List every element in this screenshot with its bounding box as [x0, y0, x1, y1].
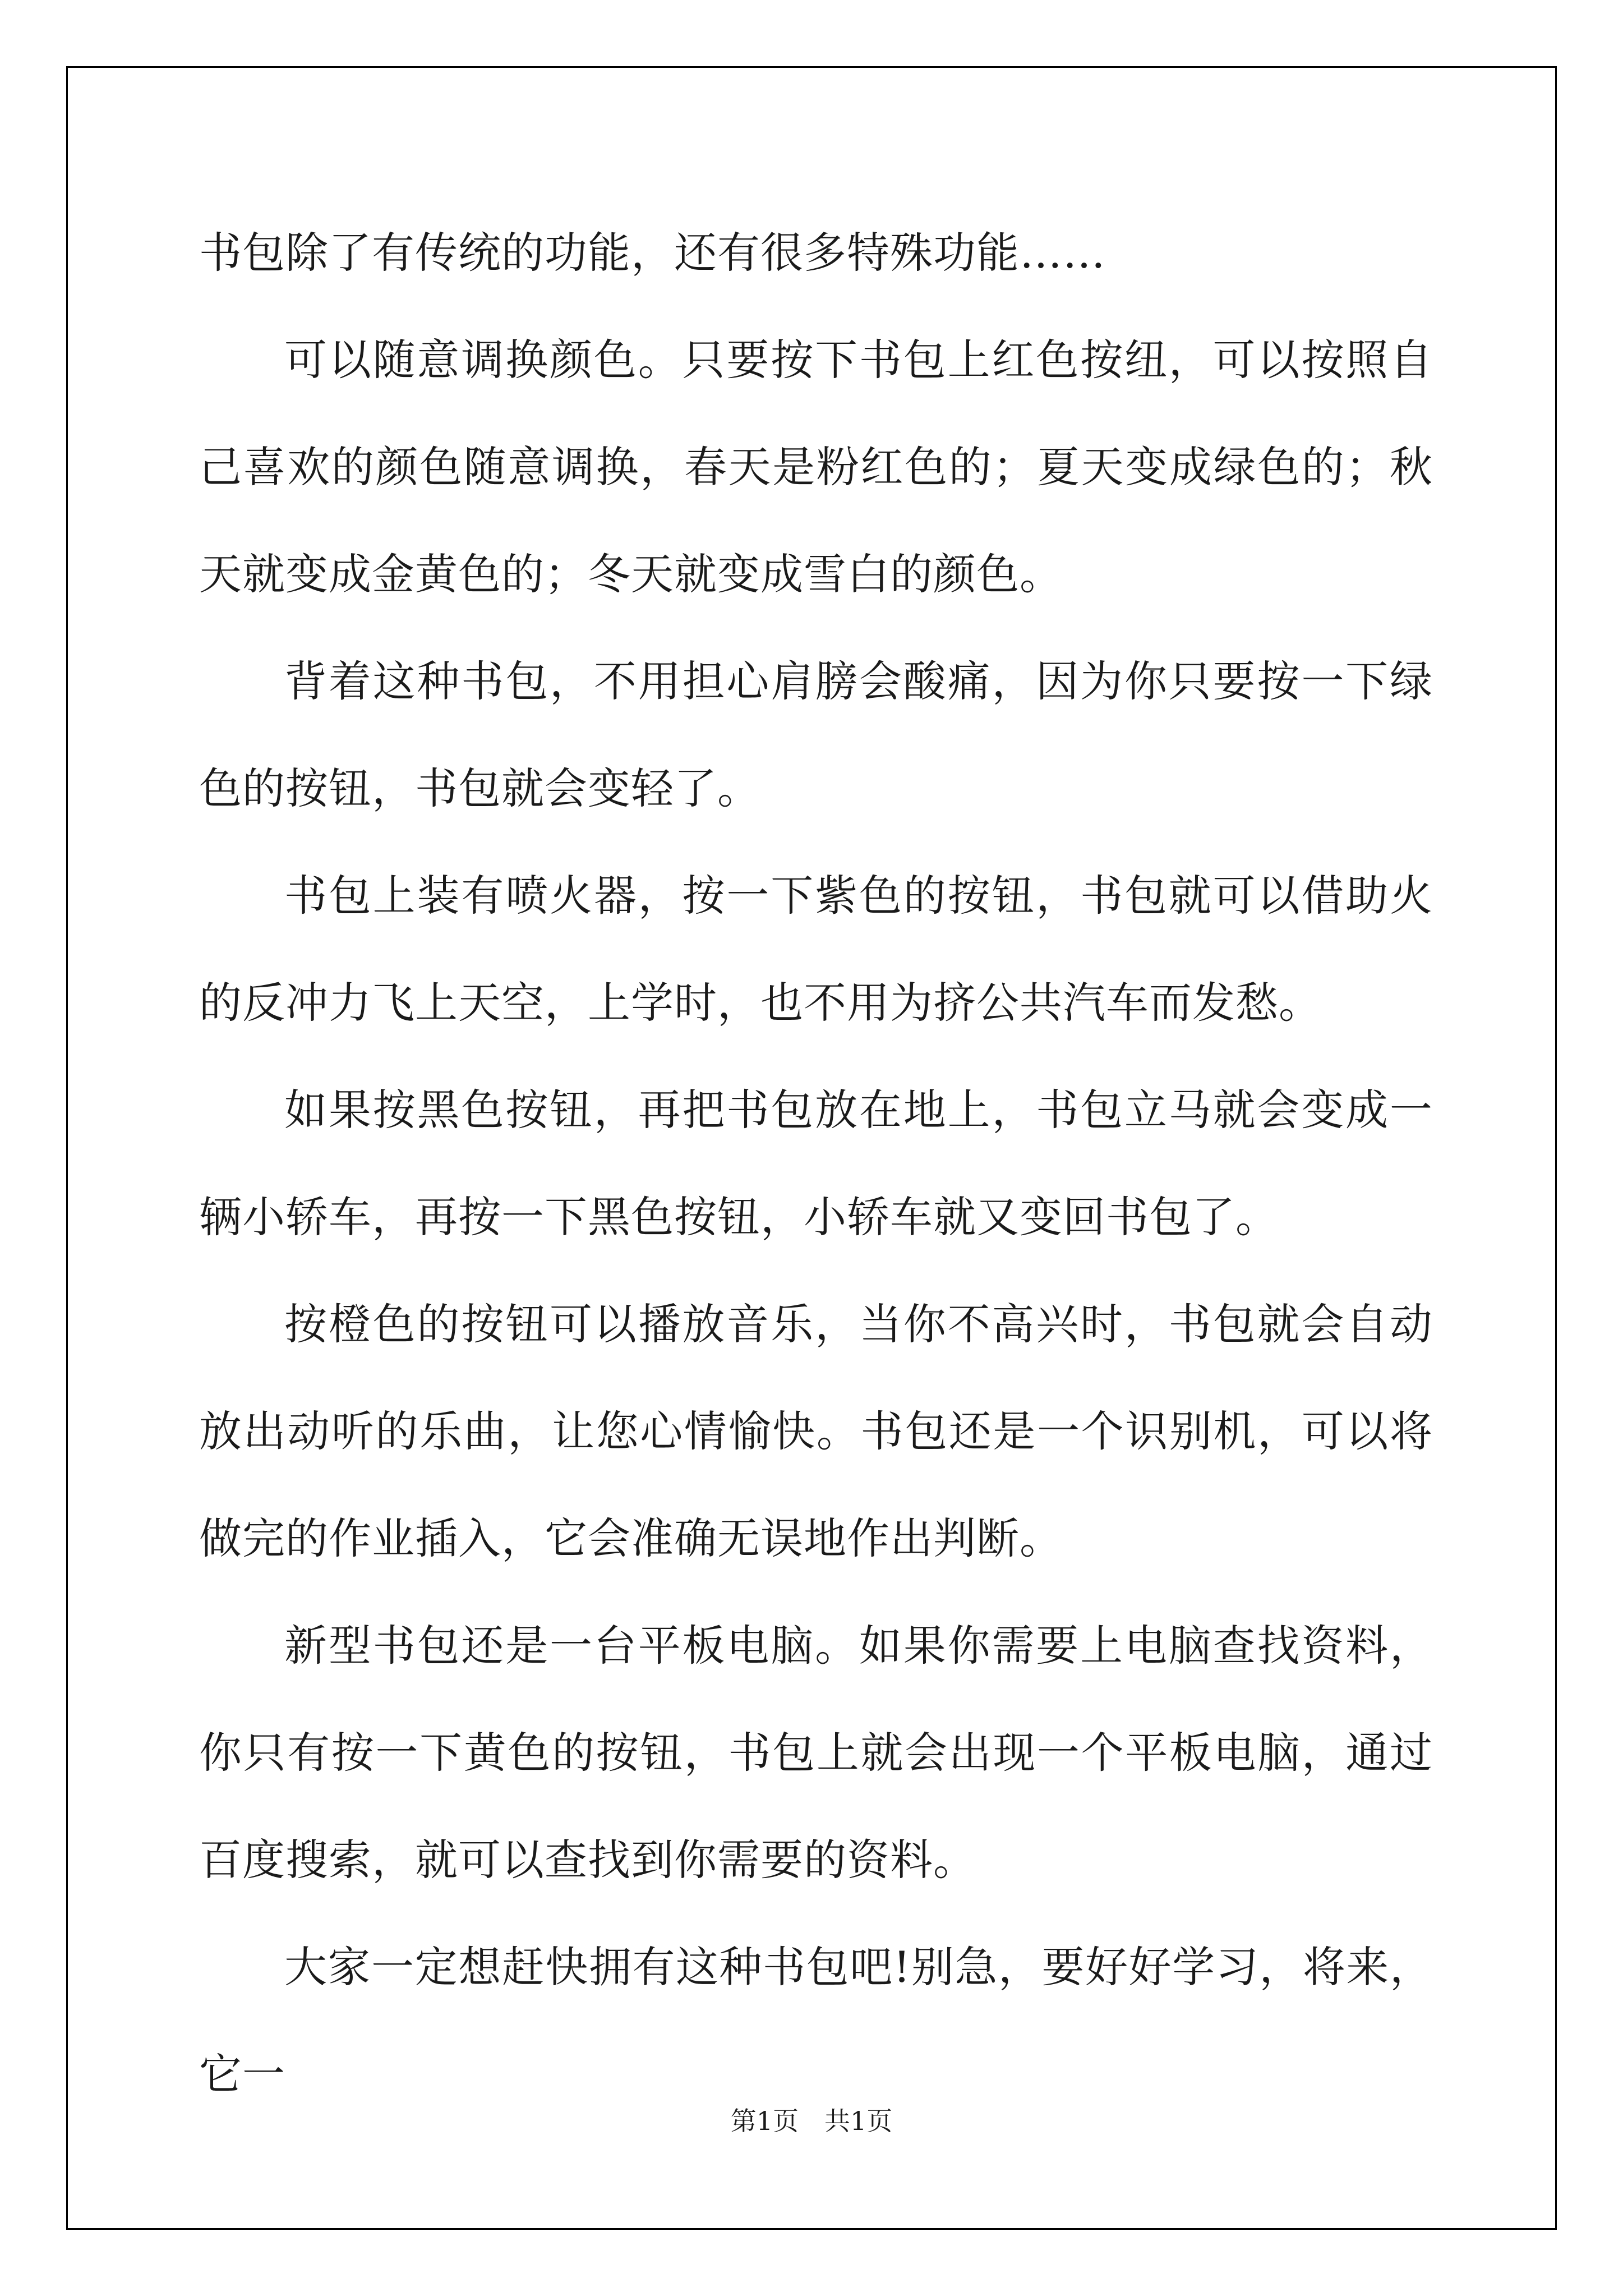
paragraph-8: 大家一定想赶快拥有这种书包吧!别急，要好好学习，将来，它一: [199, 1942, 1433, 2099]
paragraph-5: 如果按黑色按钮，再把书包放在地上，书包立马就会变成一辆小轿车，再按一下黑色按钮，小轿车就又变回书包了。: [199, 1085, 1433, 1242]
paragraph-2: 可以随意调换颜色。只要按下书包上红色按纽，可以按照自己喜欢的颜色随意调换，春天是粉红色的；夏天变成绿色的；秋天就变成金黄色的；冬天就变成雪白的颜色。: [199, 335, 1433, 599]
total-pages-label: 共1页: [824, 2106, 893, 2136]
paragraph-4: 书包上装有喷火器，按一下紫色的按钮，书包就可以借助火的反冲力飞上天空，上学时，也不用为挤公共汽车而发愁。: [199, 871, 1433, 1028]
document-body: [199, 199, 1433, 2128]
paragraph-1: 书包除了有传统的功能，还有很多特殊功能……: [199, 228, 1106, 278]
paragraph-3: 背着这种书包，不用担心肩膀会酸痛，因为你只要按一下绿色的按钮，书包就会变轻了。: [199, 656, 1433, 813]
paragraph-7: 新型书包还是一台平板电脑。如果你需要上电脑查找资料，你只有按一下黄色的按钮，书包上就会出现一个平板电脑，通过百度搜索，就可以查找到你需要的资料。: [199, 1621, 1433, 1885]
page-number-label: 第1页: [730, 2106, 799, 2136]
page-footer: [0, 2101, 1623, 2138]
paragraph-6: 按橙色的按钮可以播放音乐，当你不高兴时，书包就会自动放出动听的乐曲，让您心情愉快。书包还是一个识别机，可以将做完的作业插入，它会准确无误地作出判断。: [199, 1299, 1433, 1563]
